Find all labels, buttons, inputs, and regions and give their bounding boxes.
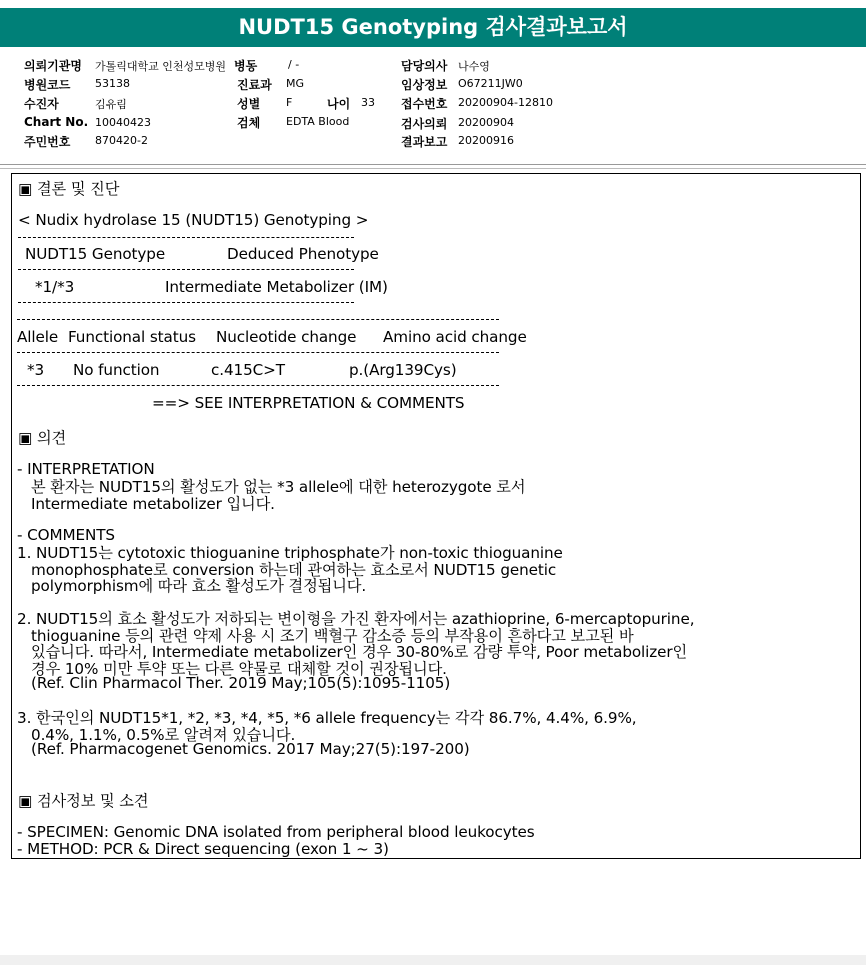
report-date-label: 결과보고 (401, 135, 448, 149)
name-value: 김유림 (95, 98, 127, 111)
doctor-label: 담당의사 (401, 59, 448, 73)
hospital-code-value: 53138 (95, 77, 130, 90)
divider (18, 302, 354, 303)
department-value: MG (286, 77, 305, 90)
divider (18, 269, 354, 270)
test-info-heading: ▣ 검사정보 및 소견 (18, 792, 149, 810)
header-divider (0, 168, 866, 169)
comment-2-ref: (Ref. Clin Pharmacol Ther. 2019 May;105(5):1095-1105) (31, 674, 451, 692)
genotype-header: NUDT15 Genotype (25, 245, 166, 263)
hospital-code-label: 병원코드 (24, 78, 71, 92)
interpretation-line: Intermediate metabolizer 입니다. (31, 495, 275, 513)
interpretation-heading: - INTERPRETATION (17, 460, 155, 478)
sex-label: 성별 (237, 97, 261, 111)
patient-info-section (0, 47, 866, 165)
conclusion-heading: ▣ 결론 및 진단 (18, 180, 120, 198)
functional-status-value: No function (73, 361, 160, 379)
divider (17, 352, 499, 353)
department-label: 진료과 (237, 78, 272, 92)
divider (17, 319, 499, 320)
nucleotide-change-header: Nucleotide change (216, 328, 357, 346)
genotype-value: *1/*3 (35, 278, 75, 296)
institution-value: 가톨릭대학교 인천성모병원 (95, 60, 227, 73)
clinical-info-label: 임상정보 (401, 78, 448, 92)
opinion-heading: ▣ 의견 (18, 429, 67, 447)
comment-2-line: 2. NUDT15의 효소 활성도가 저하되는 변이형을 가진 환자에서는 azathioprine, 6-mercaptopurine, (17, 610, 695, 628)
ward-value: / - (288, 58, 300, 71)
resident-no-value: 870420-2 (95, 134, 148, 147)
comment-3-line: 3. 한국인의 NUDT15*1, *2, *3, *4, *5, *6 allele frequency는 각각 86.7%, 4.4%, 6.9%, (17, 709, 637, 727)
divider (18, 237, 354, 238)
result-box (11, 173, 861, 859)
age-value: 33 (361, 96, 375, 109)
allele-value: *3 (27, 361, 45, 379)
comment-3-ref: (Ref. Pharmacogenet Genomics. 2017 May;27(5):197-200) (31, 740, 470, 758)
comment-2-line: thioguanine 등의 관련 약제 사용 시 조기 백혈구 감소증 등의 부작용이 흔하다고 보고된 바 (31, 627, 634, 645)
institution-label: 의뢰기관명 (24, 59, 82, 73)
name-label: 수진자 (24, 97, 59, 111)
comment-1-line: 1. NUDT15는 cytotoxic thioguanine triphosphate가 non-toxic thioguanine (17, 544, 563, 562)
functional-status-header: Functional status (68, 328, 196, 346)
nucleotide-change-value: c.415C>T (211, 361, 285, 379)
comment-1-line: monophosphate로 conversion 하는데 관여하는 효소로서 NUDT15 genetic (31, 561, 557, 579)
amino-acid-change-value: p.(Arg139Cys) (349, 361, 457, 379)
interpretation-line: 본 환자는 NUDT15의 활성도가 없는 *3 allele에 대한 heterozygote 로서 (31, 478, 526, 496)
chart-no-label: Chart No. (24, 115, 89, 129)
ward-label: 병동 (234, 59, 258, 73)
report-date-value: 20200916 (458, 134, 514, 147)
specimen-label: 검체 (237, 116, 261, 130)
resident-no-label: 주민번호 (24, 135, 71, 149)
receipt-no-label: 접수번호 (401, 97, 448, 111)
gene-heading: < Nudix hydrolase 15 (NUDT15) Genotyping > (18, 211, 369, 229)
bottom-bar (0, 955, 866, 965)
sex-value: F (286, 96, 293, 109)
phenotype-value: Intermediate Metabolizer (IM) (165, 278, 388, 296)
specimen-line: - SPECIMEN: Genomic DNA isolated from peripheral blood leukocytes (17, 823, 535, 841)
request-date-value: 20200904 (458, 116, 514, 129)
doctor-value: 나수영 (458, 60, 490, 73)
age-label: 나이 (327, 97, 351, 111)
phenotype-header: Deduced Phenotype (227, 245, 379, 263)
amino-acid-change-header: Amino acid change (383, 328, 527, 346)
method-line: - METHOD: PCR & Direct sequencing (exon 1 ~ 3) (17, 840, 389, 858)
clinical-info-value: O67211JW0 (458, 77, 523, 90)
see-interpretation-note: ==> SEE INTERPRETATION & COMMENTS (152, 394, 465, 412)
report-title: NUDT15 Genotyping 검사결과보고서 (0, 8, 866, 47)
comment-2-line: 있습니다. 따라서, Intermediate metabolizer인 경우 30-80%로 감량 투약, Poor metabolizer인 (31, 643, 688, 661)
request-date-label: 검사의뢰 (401, 117, 448, 131)
receipt-no-value: 20200904-12810 (458, 96, 553, 109)
comments-heading: - COMMENTS (17, 526, 115, 544)
allele-header: Allele (17, 328, 59, 346)
chart-no-value: 10040423 (95, 116, 151, 129)
divider (17, 385, 499, 386)
comment-1-line: polymorphism에 따라 효소 활성도가 결정됩니다. (31, 577, 367, 595)
comment-3-line: 0.4%, 1.1%, 0.5%로 알려져 있습니다. (31, 726, 296, 744)
comment-2-line: 경우 10% 미만 투약 또는 다른 약물로 대체할 것이 권장됩니다. (31, 660, 447, 678)
specimen-value: EDTA Blood (286, 115, 350, 128)
